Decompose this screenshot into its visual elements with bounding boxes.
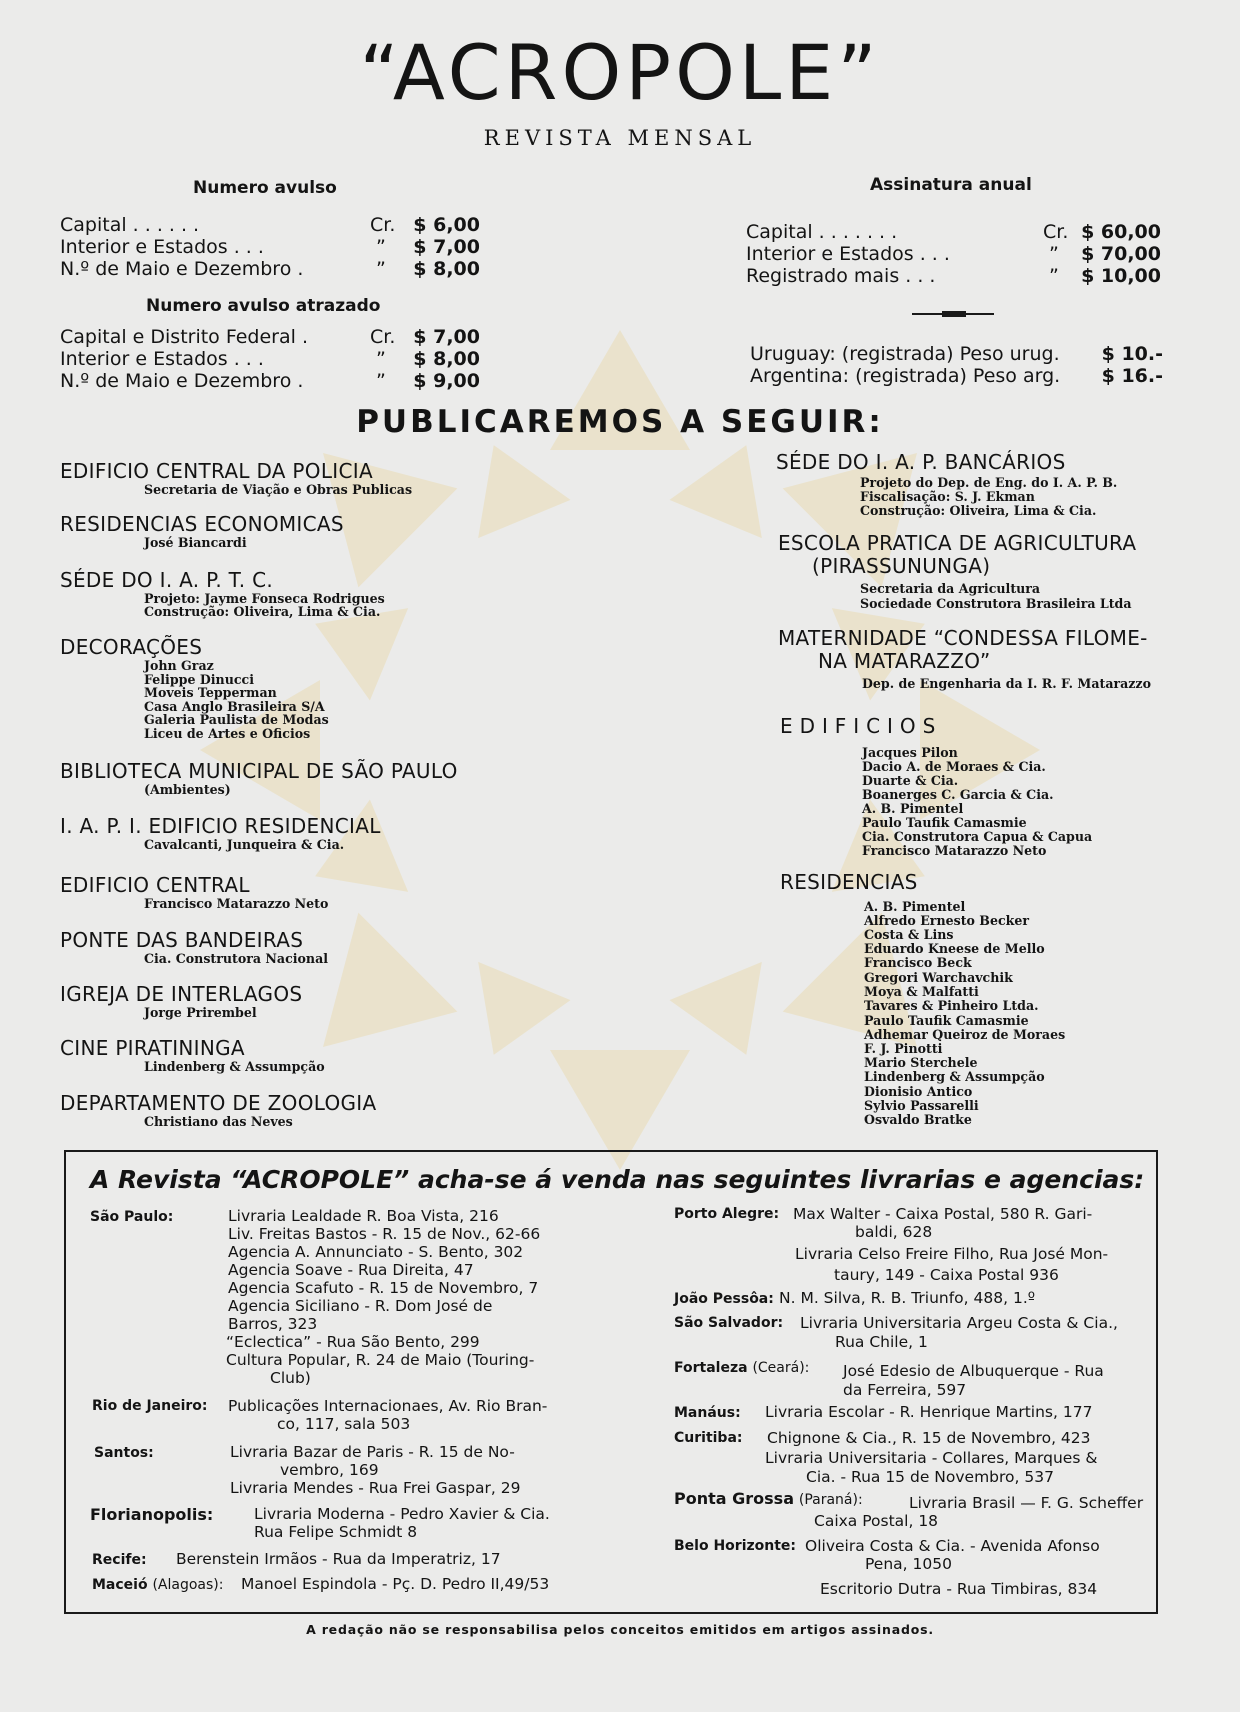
price-row [60,236,480,260]
project-credit: Projeto: Jayme Fonseca Rodrigues [144,591,385,606]
masthead-subtitle: REVISTA MENSAL [483,126,757,150]
project-credit: Liceu de Artes e Oficios [144,726,311,741]
project-credit: Sylvio Passarelli [864,1098,979,1113]
price-label: Argentina: (registrada) Peso arg. [750,365,1061,387]
agency-city-note: (Paraná): [798,1492,863,1508]
project-credit: Boanerges C. Garcia & Cia. [862,787,1054,802]
project-credit: Cavalcanti, Junqueira & Cia. [144,837,345,852]
project-title: SÉDE DO I. A. P. BANCÁRIOS [776,450,1066,474]
agency-city: São Paulo: [90,1209,174,1225]
price-currency: Cr. [370,326,396,348]
agency-line: Agencia Scafuto - R. 15 de Novembro, 7 [228,1279,539,1297]
project-credit: Christiano das Neves [144,1114,293,1129]
project-title: CINE PIRATININGA [60,1036,245,1060]
agency-city: São Salvador: [674,1315,784,1331]
project-credit: Dionisio Antico [864,1084,973,1099]
project-credit: Secretaria de Viação e Obras Publicas [144,482,413,497]
project-credit: Paulo Taufik Camasmie [864,1013,1029,1028]
foreign-price-row [750,365,1163,389]
project-title: EDIFICIO CENTRAL [60,873,250,897]
price-label: Capital . . . . . . . [746,221,898,243]
project-credit: Projeto do Dep. de Eng. do I. A. P. B. [860,475,1118,490]
project-credit: Lindenberg & Assumpção [864,1069,1045,1084]
price-currency: ” [376,258,386,280]
project-credit: Francisco Matarazzo Neto [144,896,329,911]
agency-line: Livraria Moderna - Pedro Xavier & Cia. [254,1505,550,1523]
single-issue-heading: Numero avulso [193,178,337,198]
project-credit: Construção: Oliveira, Lima & Cia. [860,503,1097,518]
project-title: ESCOLA PRATICA DE AGRICULTURA [778,531,1137,555]
price-row [746,265,1161,289]
agency-city: Porto Alegre: [674,1206,780,1222]
price-value: $ 60,00 [1081,221,1161,243]
price-row [60,214,480,238]
agency-city [674,1489,863,1508]
agency-line: José Edesio de Albuquerque - Rua [843,1362,1104,1380]
project-credit: Galeria Paulista de Modas [144,712,329,727]
price-currency: ” [376,370,386,392]
price-value: $ 70,00 [1081,243,1161,265]
agency-line: Oliveira Costa & Cia. - Avenida Afonso [805,1537,1100,1555]
project-title: EDIFICIO CENTRAL DA POLICIA [60,459,373,483]
project-title: RESIDENCIAS [780,870,918,894]
agency-line: Livraria Escolar - R. Henrique Martins, 177 [765,1403,1093,1421]
price-row [60,326,480,350]
project-credit: José Biancardi [144,535,247,550]
project-title: PONTE DAS BANDEIRAS [60,928,304,952]
agency-line: Livraria Bazar de Paris - R. 15 de No- [230,1443,515,1461]
price-value: $ 10.- [1101,343,1163,365]
project-credit: Dacio A. de Moraes & Cia. [862,759,1046,774]
price-label: Uruguay: (registrada) Peso urug. [750,343,1060,365]
project-credit: Jorge Prirembel [144,1005,257,1020]
agency-city-name: Maceió [92,1577,148,1593]
agency-line: Club) [270,1369,311,1387]
price-value: $ 9,00 [413,370,480,392]
agency-line: Berenstein Irmãos - Rua da Imperatriz, 17 [176,1550,501,1568]
project-credit: Construção: Oliveira, Lima & Cia. [144,604,381,619]
price-row [746,243,1161,267]
publish-heading: PUBLICAREMOS A SEGUIR: [356,404,884,440]
project-credit: A. B. Pimentel [862,801,964,816]
price-label: N.º de Maio e Dezembro . [60,370,304,392]
project-credit: Tavares & Pinheiro Ltda. [864,998,1039,1013]
project-credit: Duarte & Cia. [862,773,959,788]
agency-city [92,1577,223,1593]
price-value: $ 6,00 [413,214,480,236]
price-label: Interior e Estados . . . [60,348,264,370]
price-label: Registrado mais . . . [746,265,936,287]
agency-line: Cultura Popular, R. 24 de Maio (Touring- [226,1351,535,1369]
annual-heading: Assinatura anual [870,175,1032,195]
project-credit: Lindenberg & Assumpção [144,1059,325,1074]
project-credit: Adhemar Queiroz de Moraes [864,1027,1066,1042]
project-credit: F. J. Pinotti [864,1041,943,1056]
project-credit: Sociedade Construtora Brasileira Ltda [860,596,1132,611]
agency-city: Florianopolis: [90,1505,214,1524]
project-credit: John Graz [144,658,214,673]
price-value: $ 7,00 [413,236,480,258]
agency-line: baldi, 628 [855,1223,933,1241]
price-currency: ” [376,348,386,370]
price-label: Interior e Estados . . . [60,236,264,258]
project-title: DECORAÇÕES [60,635,203,659]
project-credit: Osvaldo Bratke [864,1112,972,1127]
agencies-heading: A Revista “ACROPOLE” acha-se á venda nas seguintes livrarias e agencias: [90,1165,1145,1194]
agency-city: Curitiba: [674,1430,743,1446]
agency-line: taury, 149 - Caixa Postal 936 [834,1266,1059,1284]
price-value: $ 10,00 [1081,265,1161,287]
price-row [60,348,480,372]
project-credit: Moya & Malfatti [864,984,979,999]
project-credit: Francisco Matarazzo Neto [862,843,1047,858]
project-title: BIBLIOTECA MUNICIPAL DE SÃO PAULO [60,759,458,783]
project-credit: Francisco Beck [864,955,972,970]
price-row [60,258,480,282]
price-label: N.º de Maio e Dezembro . [60,258,304,280]
agency-line: co, 117, sala 503 [277,1415,411,1433]
agency-line: Chignone & Cia., R. 15 de Novembro, 423 [767,1429,1091,1447]
price-currency: Cr. [1043,221,1069,243]
project-credit: Cia. Construtora Nacional [144,951,329,966]
price-label: Interior e Estados . . . [746,243,950,265]
agency-city: Manáus: [674,1405,741,1421]
divider-center [942,311,966,317]
agency-line: Agencia Soave - Rua Direita, 47 [228,1261,474,1279]
price-label: Capital . . . . . . [60,214,200,236]
project-credit: Dep. de Engenharia da I. R. F. Matarazzo [862,676,1151,691]
price-value: $ 16.- [1101,365,1163,387]
agency-line: Publicações Internacionaes, Av. Rio Bran- [228,1397,548,1415]
foreign-price-row [750,343,1163,367]
agency-line: Caixa Postal, 18 [814,1512,939,1530]
project-credit: Casa Anglo Brasileira S/A [144,699,325,714]
project-credit: Mario Sterchele [864,1055,978,1070]
agency-city: João Pessôa: [674,1291,774,1307]
agency-line: Agencia A. Annunciato - S. Bento, 302 [228,1243,524,1261]
price-currency: Cr. [370,214,396,236]
agency-city: Recife: [92,1552,147,1568]
price-currency: ” [376,236,386,258]
price-currency: ” [1049,243,1059,265]
agency-line: Agencia Siciliano - R. Dom José de [228,1297,493,1315]
agency-line: Livraria Lealdade R. Boa Vista, 216 [228,1207,499,1225]
agency-line: N. M. Silva, R. B. Triunfo, 488, 1.º [779,1289,1036,1307]
price-row [746,221,1161,245]
agency-city: Santos: [94,1445,154,1461]
agency-city: Rio de Janeiro: [92,1398,208,1414]
agency-line: Rua Chile, 1 [835,1333,928,1351]
price-value: $ 7,00 [413,326,480,348]
footer-disclaimer: A redação não se responsabilisa pelos conceitos emitidos em artigos assinados. [306,1622,934,1637]
project-title: E D I F I C I O S [780,714,936,738]
agency-line: vembro, 169 [280,1461,379,1479]
agency-line: Rua Felipe Schmidt 8 [254,1523,418,1541]
project-credit: Fiscalisação: S. J. Ekman [860,489,1035,504]
project-title: I. A. P. I. EDIFICIO RESIDENCIAL [60,814,381,838]
project-credit: Costa & Lins [864,927,954,942]
agency-line: Barros, 323 [228,1315,318,1333]
project-title: SÉDE DO I. A. P. T. C. [60,568,274,592]
project-credit: (Ambientes) [144,782,231,797]
agency-line: Livraria Universitaria - Collares, Marques & [765,1449,1098,1467]
price-value: $ 8,00 [413,348,480,370]
project-title: DEPARTAMENTO DE ZOOLOGIA [60,1091,377,1115]
project-credit: Secretaria da Agricultura [860,581,1041,596]
back-issue-heading: Numero avulso atrazado [146,296,381,316]
agency-line: Livraria Celso Freire Filho, Rua José Mon- [795,1245,1109,1263]
project-title: IGREJA DE INTERLAGOS [60,982,303,1006]
project-title-cont: (PIRASSUNUNGA) [812,554,991,578]
agency-city-name: Ponta Grossa [674,1489,794,1508]
agency-line: Cia. - Rua 15 de Novembro, 537 [806,1468,1054,1486]
agency-line: Liv. Freitas Bastos - R. 15 de Nov., 62-66 [228,1225,541,1243]
project-title-cont: NA MATARAZZO” [818,649,991,673]
agency-line: Livraria Brasil — F. G. Scheffer [909,1494,1144,1512]
agency-line: Livraria Universitaria Argeu Costa & Cia., [800,1314,1118,1332]
agency-line: Max Walter - Caixa Postal, 580 R. Gari- [793,1205,1093,1223]
project-credit: Gregori Warchavchik [864,970,1013,985]
price-label: Capital e Distrito Federal . [60,326,308,348]
agency-line: da Ferreira, 597 [843,1381,967,1399]
project-credit: Eduardo Kneese de Mello [864,941,1045,956]
price-value: $ 8,00 [413,258,480,280]
masthead-title: “ACROPOLE” [359,28,881,117]
project-credit: Moveis Tepperman [144,685,277,700]
project-title: RESIDENCIAS ECONOMICAS [60,512,344,536]
agency-line: Manoel Espindola - Pç. D. Pedro II,49/53 [241,1575,550,1593]
agency-line: Pena, 1050 [865,1555,952,1573]
project-credit: Jacques Pilon [862,745,958,760]
project-credit: Felippe Dinucci [144,672,254,687]
agency-city-name: Fortaleza [674,1360,748,1376]
agency-city-note: (Alagoas): [152,1577,224,1593]
agency-line: Escritorio Dutra - Rua Timbiras, 834 [820,1580,1098,1598]
price-currency: ” [1049,265,1059,287]
project-credit: A. B. Pimentel [864,899,966,914]
agency-city: Belo Horizonte: [674,1538,797,1554]
project-title: MATERNIDADE “CONDESSA FILOME- [778,626,1148,650]
project-credit: Alfredo Ernesto Becker [864,913,1030,928]
price-row [60,370,480,394]
agency-city-note: (Ceará): [752,1360,810,1376]
agency-line: “Eclectica” - Rua São Bento, 299 [226,1333,480,1351]
agency-line: Livraria Mendes - Rua Frei Gaspar, 29 [230,1479,521,1497]
project-credit: Cia. Construtora Capua & Capua [862,829,1093,844]
agency-city [674,1360,809,1376]
project-credit: Paulo Taufik Camasmie [862,815,1027,830]
